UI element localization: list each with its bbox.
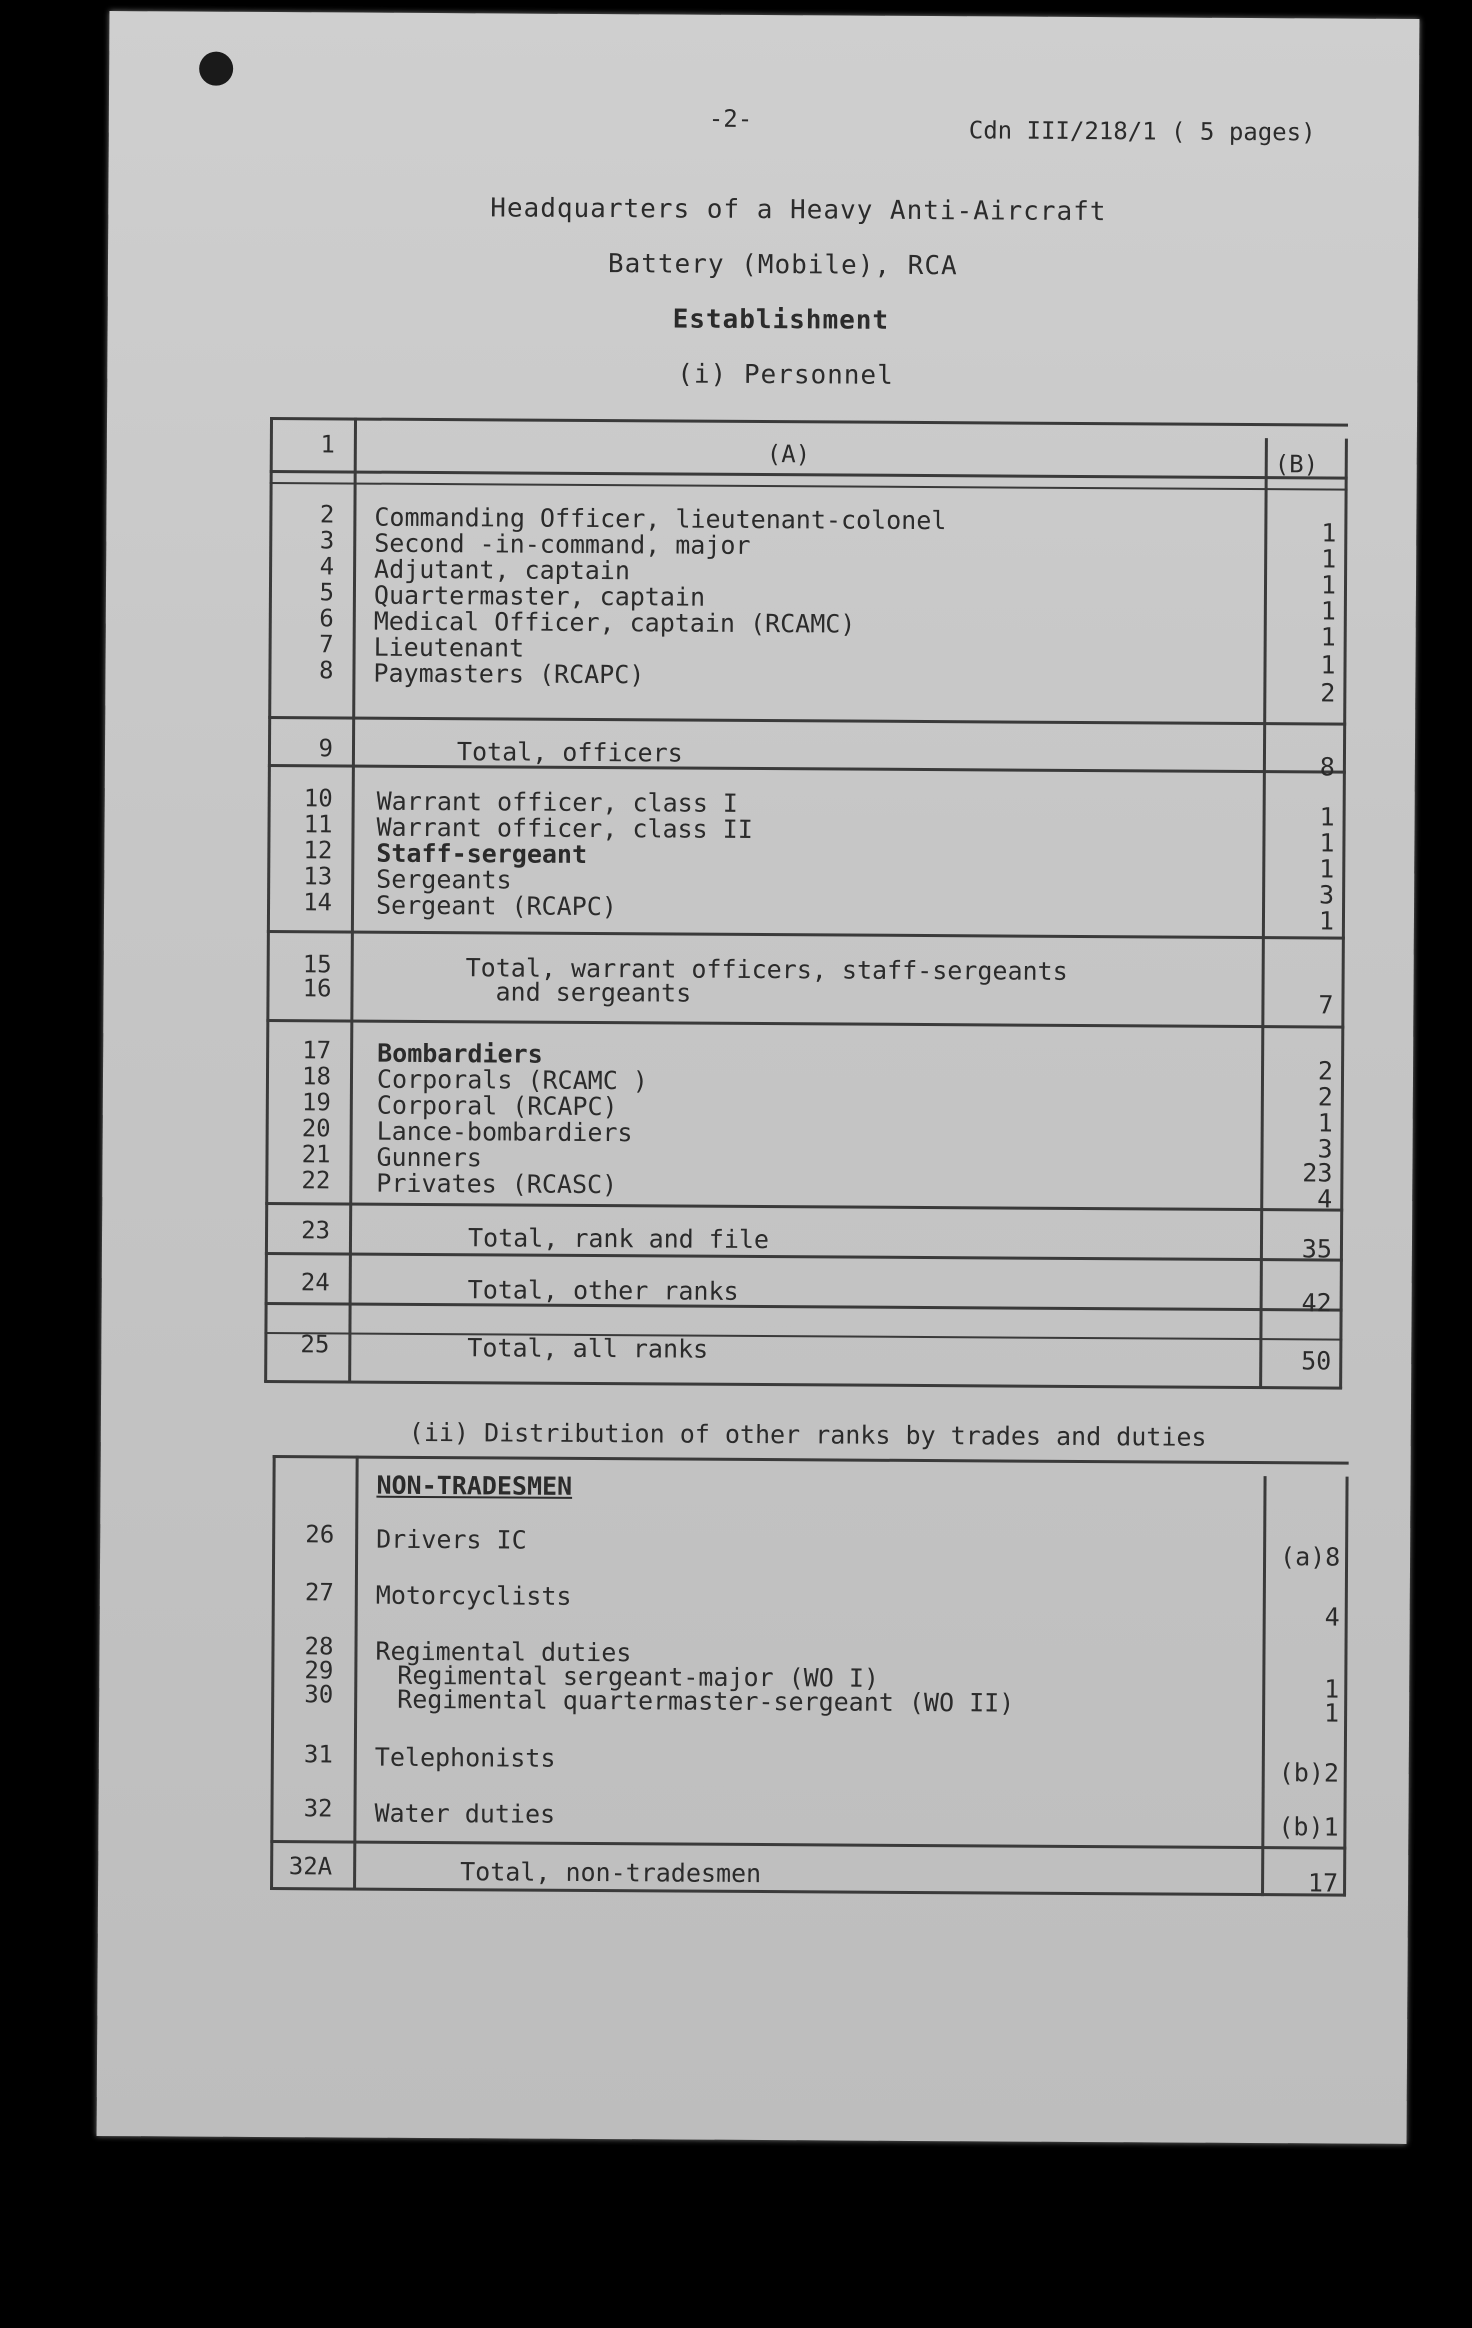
row-value: 23 bbox=[1302, 1158, 1333, 1188]
row-value: 1 bbox=[1317, 1108, 1333, 1138]
row-number: 2 bbox=[319, 500, 335, 529]
row-number: 28 bbox=[304, 1632, 334, 1661]
ink-blot bbox=[199, 52, 233, 86]
row-text: Regimental sergeant-major (WO I) bbox=[397, 1660, 880, 1693]
row-value: 42 bbox=[1301, 1288, 1332, 1318]
row-value: 50 bbox=[1301, 1346, 1332, 1376]
section-ii-title: (ii) Distribution of other ranks by trades and duties bbox=[408, 1417, 1207, 1452]
row-value: 1 bbox=[1320, 570, 1337, 600]
row-text: Drivers IC bbox=[376, 1524, 527, 1555]
column-header-a: (A) bbox=[766, 440, 811, 469]
row-value: 1 bbox=[1323, 1698, 1340, 1728]
row-value: 2 bbox=[1317, 1056, 1334, 1086]
row-value: 2 bbox=[1317, 1082, 1333, 1112]
column-header-number: 1 bbox=[320, 430, 335, 459]
row-number: 12 bbox=[303, 836, 333, 865]
row-value: 17 bbox=[1307, 1868, 1339, 1898]
row-number: 29 bbox=[304, 1656, 334, 1685]
row-value: 3 bbox=[1318, 880, 1335, 910]
non-tradesmen-heading: NON-TRADESMEN bbox=[376, 1470, 573, 1501]
row-text: Telephonists bbox=[374, 1742, 556, 1773]
row-value: 1 bbox=[1321, 544, 1337, 574]
row-value: 4 bbox=[1317, 1184, 1333, 1214]
row-value: 1 bbox=[1324, 1674, 1340, 1704]
row-value: 8 bbox=[1319, 752, 1335, 782]
row-number: 30 bbox=[304, 1680, 334, 1709]
row-text: Total, all ranks bbox=[467, 1333, 709, 1364]
row-value: (a)8 bbox=[1279, 1542, 1341, 1572]
row-number: 9 bbox=[318, 734, 334, 763]
page-number: -2- bbox=[708, 104, 753, 133]
row-value: (b)2 bbox=[1278, 1758, 1340, 1788]
row-text: Total, rank and file bbox=[467, 1223, 770, 1255]
row-number: 20 bbox=[301, 1114, 331, 1143]
row-text: Commanding Officer, lieutenant-colonel bbox=[374, 502, 947, 536]
row-number: 10 bbox=[303, 784, 333, 813]
row-number: 21 bbox=[301, 1140, 331, 1169]
row-number: 24 bbox=[300, 1268, 330, 1297]
row-text: Warrant officer, class I bbox=[376, 786, 738, 818]
row-text: Warrant officer, class II bbox=[376, 812, 753, 844]
title-line-3: Establishment bbox=[672, 304, 890, 336]
row-text: Motorcyclists bbox=[375, 1580, 572, 1611]
row-value: 7 bbox=[1318, 990, 1334, 1020]
row-value: 1 bbox=[1319, 854, 1335, 884]
row-text: Water duties bbox=[374, 1798, 556, 1829]
row-text: Adjutant, captain bbox=[374, 554, 631, 586]
row-value: 1 bbox=[1320, 650, 1336, 680]
row-text: Regimental quartermaster-sergeant (WO II) bbox=[397, 1684, 1015, 1718]
row-text: Gunners bbox=[376, 1142, 482, 1173]
row-text: and sergeants bbox=[495, 977, 692, 1008]
row-text: Lance-bombardiers bbox=[376, 1116, 633, 1148]
row-number: 22 bbox=[301, 1166, 331, 1195]
row-text: Quartermaster, captain bbox=[373, 580, 706, 612]
row-text: Total, warrant officers, staff-sergeants bbox=[465, 953, 1068, 986]
title-line-4: (i) Personnel bbox=[677, 359, 894, 391]
row-value: 1 bbox=[1320, 622, 1336, 652]
row-number: 19 bbox=[301, 1088, 331, 1117]
row-number: 7 bbox=[319, 630, 334, 659]
row-text: Corporal (RCAPC) bbox=[376, 1090, 618, 1122]
row-number: 17 bbox=[302, 1036, 332, 1065]
row-text: Paymasters (RCAPC) bbox=[373, 658, 645, 690]
row-number: 32 bbox=[303, 1794, 333, 1823]
row-text: Total, other ranks bbox=[467, 1275, 739, 1306]
row-text: Sergeant (RCAPC) bbox=[375, 890, 617, 922]
row-number: 14 bbox=[303, 888, 333, 917]
title-line-1: Headquarters of a Heavy Anti-Aircraft bbox=[490, 193, 1107, 228]
row-text: Second -in-command, major bbox=[374, 528, 751, 560]
row-number: 26 bbox=[305, 1520, 335, 1549]
row-value: 3 bbox=[1317, 1134, 1333, 1164]
row-number: 8 bbox=[318, 656, 334, 685]
row-number: 27 bbox=[304, 1578, 334, 1607]
row-number: 15 bbox=[302, 950, 332, 979]
row-text: Total, non-tradesmen bbox=[460, 1857, 762, 1889]
row-value: 1 bbox=[1319, 802, 1335, 832]
row-text: Staff-sergeant bbox=[376, 838, 588, 869]
row-number: 23 bbox=[301, 1216, 331, 1245]
row-text: Sergeants bbox=[376, 864, 512, 895]
row-text: Lieutenant bbox=[373, 632, 525, 663]
row-number: 6 bbox=[319, 604, 334, 633]
row-text: Bombardiers bbox=[377, 1038, 543, 1069]
row-number: 16 bbox=[302, 974, 332, 1003]
row-number: 13 bbox=[303, 862, 333, 891]
row-number: 18 bbox=[302, 1062, 332, 1091]
row-number: 3 bbox=[319, 526, 335, 555]
row-value: 2 bbox=[1320, 678, 1336, 708]
row-value: 1 bbox=[1320, 596, 1336, 626]
row-value: 1 bbox=[1318, 906, 1335, 936]
row-number: 11 bbox=[303, 810, 333, 839]
column-header-b: (B) bbox=[1274, 450, 1319, 479]
row-text: Medical Officer, captain (RCAMC) bbox=[373, 606, 856, 639]
document-page bbox=[97, 11, 1420, 2144]
row-text: Privates (RCASC) bbox=[376, 1168, 618, 1200]
row-number: 5 bbox=[319, 578, 335, 607]
row-number: 31 bbox=[303, 1740, 333, 1769]
title-line-2: Battery (Mobile), RCA bbox=[607, 249, 958, 282]
row-text: Regimental duties bbox=[375, 1636, 632, 1668]
row-value: (b)1 bbox=[1278, 1812, 1339, 1842]
row-text: Total, officers bbox=[456, 737, 683, 768]
row-value: 4 bbox=[1324, 1602, 1340, 1632]
row-value: 1 bbox=[1321, 518, 1337, 548]
row-number: 25 bbox=[300, 1330, 330, 1359]
row-number: 4 bbox=[319, 552, 335, 581]
row-value: 35 bbox=[1301, 1234, 1333, 1264]
row-number: 32A bbox=[288, 1852, 333, 1881]
row-value: 1 bbox=[1319, 828, 1335, 858]
row-text: Corporals (RCAMC ) bbox=[376, 1064, 649, 1096]
document-reference: Cdn III/218/1 ( 5 pages) bbox=[968, 116, 1316, 147]
